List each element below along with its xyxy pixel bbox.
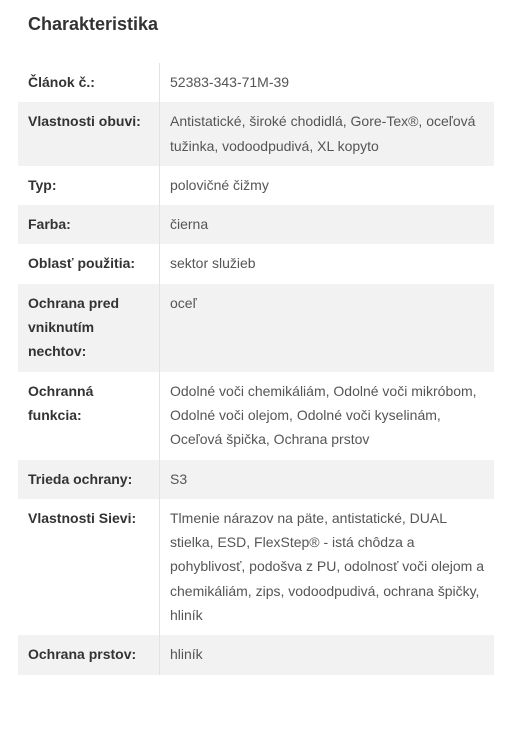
- row-label: Článok č.:: [18, 63, 160, 102]
- table-row: [18, 284, 494, 372]
- table-row: [18, 63, 494, 102]
- row-label: Trieda ochrany:: [18, 460, 160, 499]
- row-value: Odolné voči chemikáliám, Odolné voči mikróbom, Odolné voči olejom, Odolné voči kyselinám, Oceľová špička, Ochrana prstov: [170, 382, 477, 448]
- table-row: [18, 166, 494, 205]
- row-value: hliník: [160, 635, 495, 674]
- row-label: Typ:: [18, 166, 160, 205]
- characteristics-panel: [18, 0, 494, 663]
- specs-table: [18, 63, 494, 675]
- row-value: polovičné čižmy: [170, 176, 269, 193]
- table-row: [18, 635, 494, 674]
- table-row: [18, 460, 494, 499]
- row-label: Ochrana prstov:: [18, 635, 160, 674]
- row-value: Tlmenie nárazov na päte, antistatické, DUAL stielka, ESD, FlexStep® - istá chôdza a pohyblivosť, podošva z PU, odolnosť voči olejom a chemikáliám, zips, vodoodpudivá, ochrana špičky, hliník: [170, 509, 485, 624]
- row-label: Farba:: [18, 205, 160, 244]
- row-value: sektor služieb: [170, 255, 256, 272]
- row-value: 52383-343-71M-39: [170, 74, 290, 90]
- table-row: [18, 244, 494, 283]
- table-row: [18, 205, 494, 244]
- row-label: Oblasť použitia:: [18, 244, 160, 283]
- row-label: Ochranná funkcia:: [18, 372, 160, 460]
- section-title: Charakteristika: [28, 14, 159, 34]
- table-row: [18, 102, 494, 166]
- row-value: S3: [160, 460, 495, 499]
- row-value: čierna: [160, 205, 495, 244]
- row-label: Vlastnosti Sievi:: [18, 499, 160, 635]
- table-row: [18, 372, 494, 460]
- row-value: Antistatické, široké chodidlá, Gore-Tex®, oceľová tužinka, vodoodpudivá, XL kopyto: [160, 102, 495, 166]
- row-label: Ochrana pred vniknutím nechtov:: [18, 284, 160, 372]
- table-row: [18, 499, 494, 635]
- row-value: oceľ: [160, 284, 495, 372]
- row-label: Vlastnosti obuvi:: [18, 102, 160, 166]
